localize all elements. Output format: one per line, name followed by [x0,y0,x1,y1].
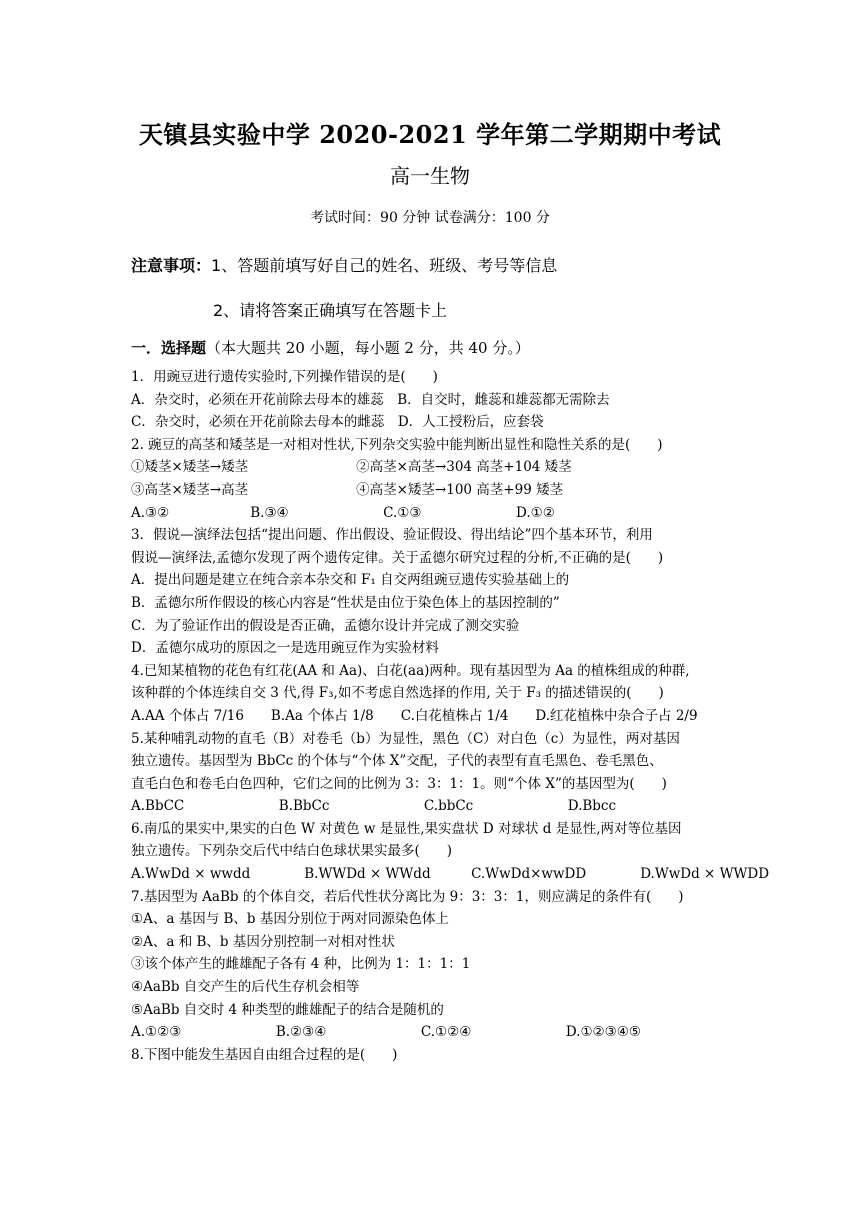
question-line: A．提出问题是建立在纯合亲本杂交和 F₁ 自交两组豌豆遗传实验基础上的 [131,572,570,589]
question-line: 6.南瓜的果实中,果实的白色 W 对黄色 w 是显性,果实盘状 D 对球状 d 是显性,两对等位基因 [131,820,682,837]
question-line: ③高茎×矮茎→高茎 ④高茎×矮茎→100 高茎+99 矮茎 [131,481,564,498]
section-heading [131,337,530,358]
notice-item-2: 2、请将答案正确填写在答题卡上 [213,301,448,320]
notice-line-2 [213,298,447,321]
question-line: ③该个体产生的雌雄配子各有 4 种，比例为 1：1：1：1 [131,956,471,973]
question-line: 5.某种哺乳动物的直毛（B）对卷毛（b）为显性，黑色（C）对白色（c）为显性，两对基因 [131,730,680,747]
question-line: 2. 豌豆的高茎和矮茎是一对相对性状,下列杂交实验中能判断出显性和隐性关系的是( ) [131,436,663,453]
question-line: 独立遗传。基因型为 BbCc 的个体与“个体 X”交配，子代的表型有直毛黑色、卷毛黑色、 [131,753,663,770]
question-line: 7.基因型为 AaBb 的个体自交，若后代性状分离比为 9：3：3：1，则应满足的条件有( ) [131,888,684,905]
section-desc: （本大题共 20 小题，每小题 2 分，共 40 分。） [206,339,530,357]
notice-line-1 [131,253,557,276]
question-line: ①矮茎×矮茎→矮茎 ②高茎×高茎→304 高茎+104 矮茎 [131,459,572,476]
question-line: 1．用豌豆进行遗传实验时,下列操作错误的是( ) [131,369,438,385]
exam-info: 考试时间：90 分钟 试卷满分：100 分 [310,210,550,226]
question-line: 独立遗传。下列杂交后代中结白色球状果实最多( ) [131,843,453,860]
question-line: ④AaBb 自交产生的后代生存机会相等 [131,979,360,996]
subject-title: 高一生物 [390,164,470,188]
question-list [131,366,770,1066]
question-line: 3．假说—演绎法包括“提出问题、作出假设、验证假设、得出结论”四个基本环节，利用 [131,527,653,544]
notice-label: 注意事项： [131,256,212,275]
question-line: 4.已知某植物的花色有红花(AA 和 Aa)、白花(aa)两种。现有基因型为 Aa 的植株组成的种群, [131,662,690,679]
question-line: C．为了验证作出的假设是否正确，孟德尔设计并完成了测交实验 [131,617,520,634]
section-head: 一．选择题 [131,339,207,357]
question-line: A.③② B.③④ C.①③ D.①② [131,504,555,521]
question-line: ②A、a 和 B、b 基因分别控制一对相对性状 [131,933,395,950]
question-line: D．孟德尔成功的原因之一是选用豌豆作为实验材料 [131,640,439,657]
question-line: A.WwDd × wwdd B.WWDd × WWdd C.WwDd×wwDD D.WwDd × WWDD [131,866,770,883]
question-line: 直毛白色和卷毛白色四种，它们之间的比例为 3：3：1：1。则“个体 X”的基因型为( ) [131,775,667,792]
page-title: 天镇县实验中学 2020-2021 学年第二学期期中考试 [138,120,722,149]
question-line: 假说—演绎法,孟德尔发现了两个遗传定律。关于孟德尔研究过程的分析,不正确的是( ) [131,549,664,566]
question-line: A.①②③ B.②③④ C.①②④ D.①②③④⑤ [131,1024,641,1041]
question-line: ⑤AaBb 自交时 4 种类型的雌雄配子的结合是随机的 [131,1001,444,1018]
question-line: A.BbCC B.BbCc C.bbCc D.Bbcc [131,798,617,815]
question-line: A.AA 个体占 7/16 B.Aa 个体占 1/8 C.白花植株占 1/4 D.红花植株中杂合子占 2/9 [131,707,698,724]
notice-item-1: 1、答题前填写好自己的姓名、班级、考号等信息 [211,256,558,275]
question-line: ①A、a 基因与 B、b 基因分别位于两对同源染色体上 [131,911,449,928]
question-line: 8.下图中能发生基因自由组合过程的是( ) [131,1046,398,1063]
question-line: B．孟德尔所作假设的核心内容是“性状是由位于染色体上的基因控制的” [131,594,560,611]
question-line: A．杂交时，必须在开花前除去母本的雄蕊 B．自交时，雌蕊和雄蕊都无需除去 [131,391,610,408]
question-line: C．杂交时，必须在开花前除去母本的雌蕊 D．人工授粉后，应套袋 [131,414,544,431]
question-line: 该种群的个体连续自交 3 代,得 F₃,如不考虑自然选择的作用, 关于 F₃ 的描述错误的( ) [131,685,664,702]
